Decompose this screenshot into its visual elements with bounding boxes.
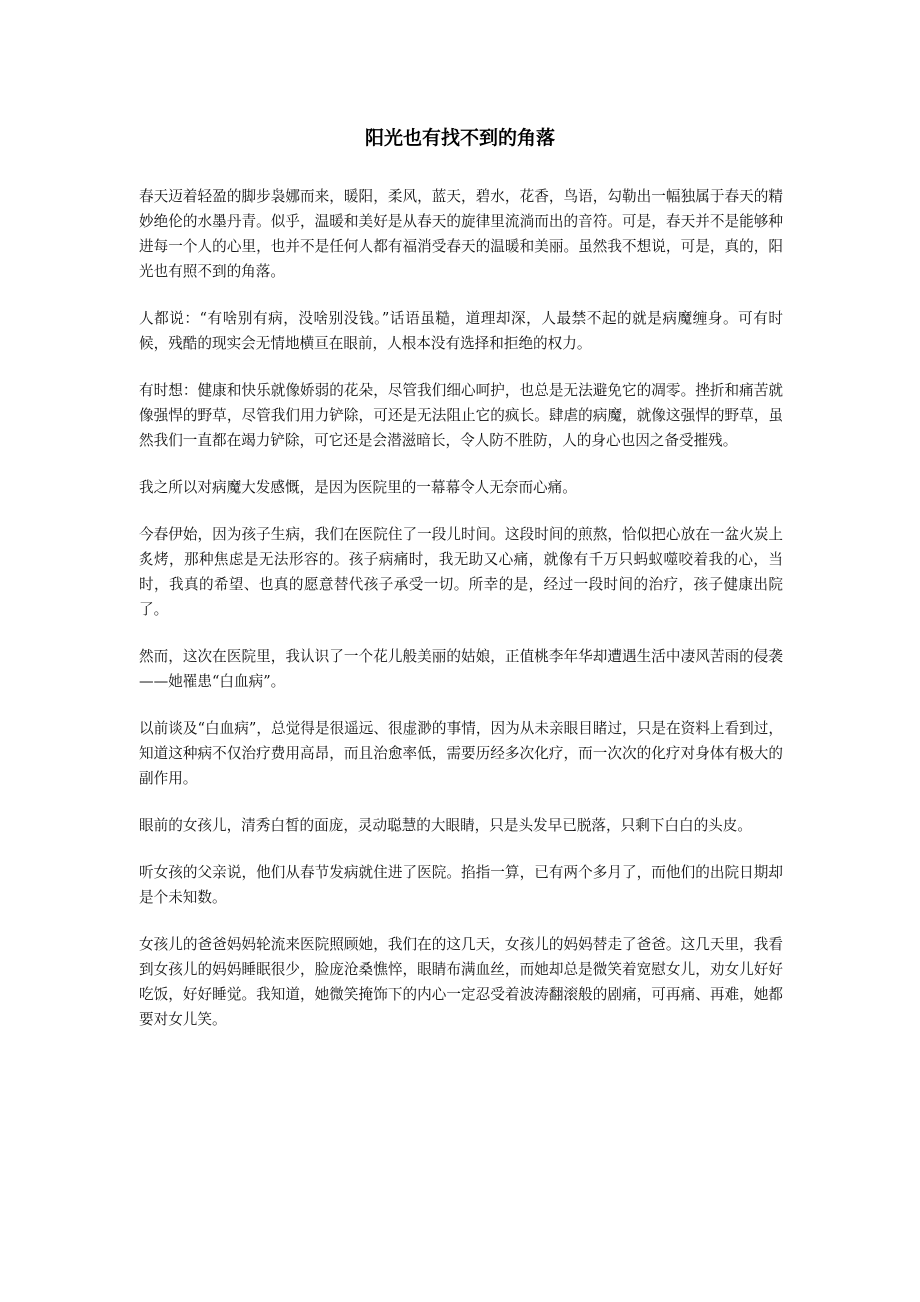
paragraph: 女孩儿的爸爸妈妈轮流来医院照顾她，我们在的这几天，女孩儿的妈妈替走了爸爸。这几天里，我看到女孩儿的妈妈睡眠很少，脸庞沧桑憔悴，眼睛布满血丝，而她却总是微笑着宽慰女儿，劝女儿好好吃饭，好好睡觉。我知道，她微笑掩饰下的内心一定忍受着波涛翻滚般的剧痛，可再痛、再难，她都要对女儿笑。 — [139, 936, 783, 1028]
paragraph: 听女孩的父亲说，他们从春节发病就住进了医院。掐指一算，已有两个多月了，而他们的出院日期却是个未知数。 — [139, 864, 783, 906]
paragraph: 我之所以对病魔大发感慨，是因为医院里的一幕幕令人无奈而心痛。 — [139, 479, 577, 496]
paragraph: 有时想：健康和快乐就像娇弱的花朵，尽管我们细心呵护，也总是无法避免它的凋零。挫折和痛苦就像强悍的野草，尽管我们用力铲除，可还是无法阻止它的疯长。肆虐的病魔，就像这强悍的野草，虽然我们一直都在竭力铲除，可它还是会潜滋暗长，令人防不胜防，人的身心也因之备受摧残。 — [139, 382, 783, 449]
paragraph: 人都说：“有啥别有病，没啥别没钱。”话语虽糙，道理却深，人最禁不起的就是病魔缠身。可有时候，残酷的现实会无情地横亘在眼前，人根本没有选择和拒绝的权力。 — [139, 310, 783, 352]
paragraph: 眼前的女孩儿，清秀白皙的面庞，灵动聪慧的大眼睛，只是头发早已脱落，只剩下白白的头皮。 — [139, 817, 752, 834]
paragraph: 今春伊始，因为孩子生病，我们在医院住了一段儿时间。这段时间的煎熬，恰似把心放在一盆火炭上炙烤，那种焦虑是无法形容的。孩子病痛时，我无助又心痛，就像有千万只蚂蚁噬咬着我的心，当时，我真的希望、也真的愿意替代孩子承受一切。所幸的是，经过一段时间的治疗，孩子健康出院了。 — [139, 526, 783, 618]
paragraph: 然而，这次在医院里，我认识了一个花儿般美丽的姑娘，正值桃李年华却遭遇生活中凄风苦雨的侵袭——她罹患“白血病”。 — [139, 648, 783, 690]
paragraph: 以前谈及“白血病”，总觉得是很遥远、很虚渺的事情，因为从未亲眼目睹过，只是在资料上看到过，知道这种病不仅治疗费用高昂，而且治愈率低，需要历经多次化疗，而一次次的化疗对身体有极大的副作用。 — [139, 720, 783, 787]
paragraph: 春天迈着轻盈的脚步袅娜而来，暖阳，柔风，蓝天，碧水，花香，鸟语，勾勒出一幅独属于春天的精妙绝伦的水墨丹青。似乎，温暖和美好是从春天的旋律里流淌而出的音符。可是，春天并不是能够种进每一个人的心里，也并不是任何人都有福消受春天的温暖和美丽。虽然我不想说，可是，真的，阳光也有照不到的角落。 — [139, 188, 783, 280]
document-body — [139, 184, 783, 1054]
document-title: 阳光也有找不到的角落 — [364, 127, 555, 149]
